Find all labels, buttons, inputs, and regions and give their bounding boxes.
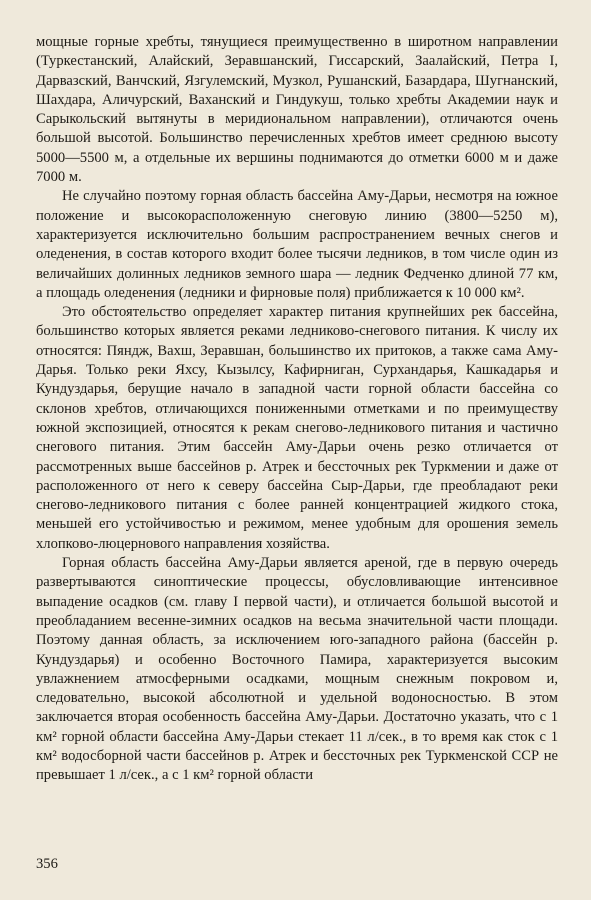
body-text: [36, 33, 558, 786]
page-number: 356: [36, 856, 58, 872]
paragraph-2: Не случайно поэтому горная область бассейна Аму-Дарьи, несмотря на южное положение и высокорасположенную снеговую линию (3800—5250 м), характеризуется исключительно большим распространением вечных снегов и оледенения, в состав которого входит более тысячи ледников, в том числе один из величайших долинных ледников земного шара — ледник Федченко длиной 77 км, а площадь оледенения (ледники и фирновые поля) приближается к 10 000 км².: [36, 188, 558, 301]
paragraph-3: Это обстоятельство определяет характер питания крупнейших рек бассейна, большинство которых является реками ледниково-снегового питания. К числу их относятся: Пяндж, Вахш, Зеравшан, большинство их притоков, а также сама Аму-Дарья. Только реки Яхсу, Кызылсу, Кафирниган, Сурхандарья, Кашкадарья и Кундуздарья, берущие начало в западной части горной области бассейна со склонов хребтов, отличающихся пониженными отметками и по преимуществу южной экспозицией, относятся к рекам снегово-ледникового питания и частично снегового питания. Этим бассейн Аму-Дарьи очень резко отличается от рассмотренных выше бассейнов р. Атрек и бессточных рек Туркмении и даже от расположенного от него к северу бассейна Сыр-Дарьи, где преобладают реки снегово-ледникового питания с более ранней концентрацией жидкого стока, меньшей его устойчивостью и режимом, менее удобным для орошения земель хлопково-люцернового направления хозяйства.: [36, 304, 558, 552]
paragraph-4: Горная область бассейна Аму-Дарьи является ареной, где в первую очередь развертываются синоптические процессы, обусловливающие интенсивное выпадение осадков (см. главу I первой части), и отличается большой высотой и преобладанием весенне-зимних осадков на весьма значительной части площади. Поэтому данная область, за исключением юго-западного района (бассейн р. Кундуздарья) и особенно Восточного Памира, характеризуется высоким увлажнением атмосферными осадками, мощным снежным покровом и, следовательно, высокой абсолютной и удельной водоносностью. В этом заключается вторая особенность бассейна Аму-Дарьи. Достаточно указать, что с 1 км² горной области бассейна Аму-Дарьи стекает 11 л/сек., в то время как сток с 1 км² водосборной части бассейнов р. Атрек и бессточных рек Туркменской ССР не превышает 1 л/сек., а с 1 км² горной области: [36, 555, 558, 784]
paragraph-1: мощные горные хребты, тянущиеся преимущественно в широтном направлении (Туркестанский, Алайский, Зеравшанский, Гиссарский, Заалайский, Петра I, Дарвазский, Ванчский, Язгулемский, Музкол, Рушанский, Базардара, Шугнанский, Шахдара, Аличурский, Ваханский и Гиндукуш, только хребты Академии наук и Сарыкольский вытянуты в меридиональном направлении), отличаются очень большой высотой. Большинство перечисленных хребтов имеет среднюю высоту 5000—5500 м, а отдельные их вершины поднимаются до отметки 6000 м и даже 7000 м.: [36, 34, 558, 186]
